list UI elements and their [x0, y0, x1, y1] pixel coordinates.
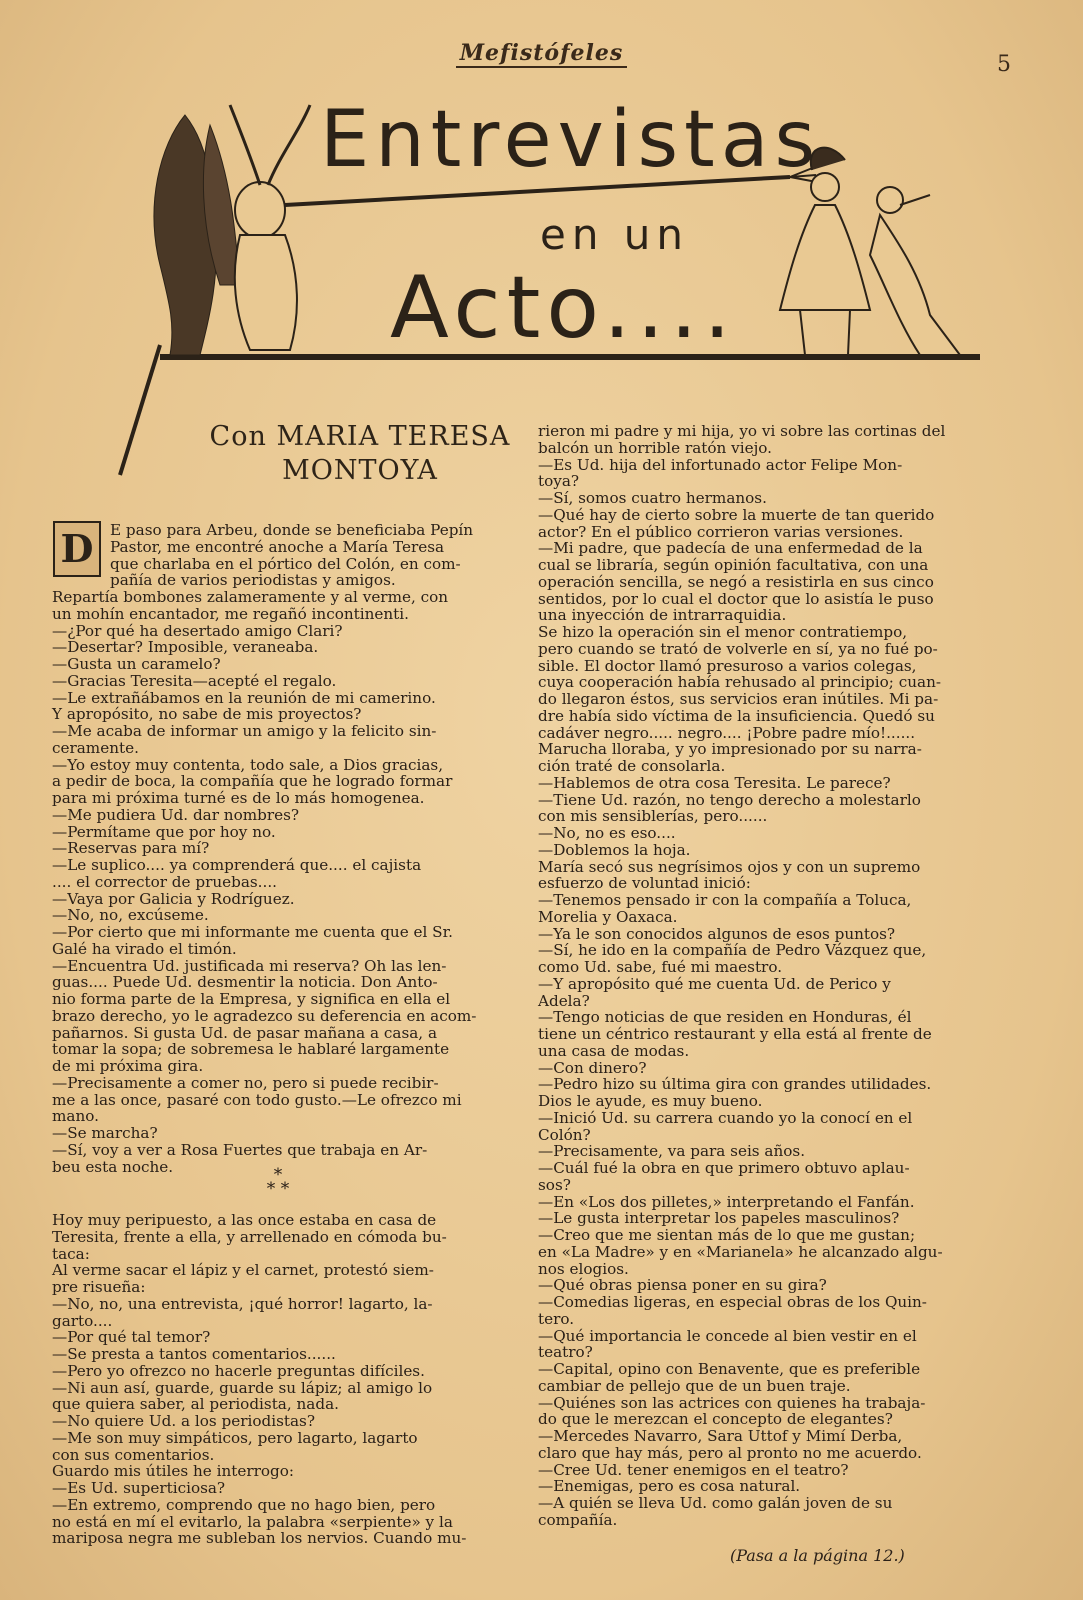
byline-name-line1: MARIA TERESA — [276, 421, 511, 452]
article-right-column: rieron mi padre y mi hija, yo vi sobre las cortinas del balcón un horrible ratón viejo. —Es Ud. hija del infortunado actor Felipe Mon- toya? —Sí, somos cuatro hermanos. —Qué hay de cierto sobre la muerte de tan querido actor? En el público corrieron varias versiones. —Mi padre, que padecía de una enfermedad de la cual se libraría, según opinión facultativa, con una operación sencilla, se negó a resistirla en sus cinco sentidos, por lo cual el doctor que lo asistía le puso una inyección de intrarraquidia. Se hizo la operación sin el menor contratiempo, pero cuando se trató de volverle en sí, ya no fué po- sible. El doctor llamó presuroso a varios colegas, cuya cooperación había rehusado al principio; cuan- do llegaron éstos, sus servicios eran inútiles. Mi pa- dre había sido víctima de la insuficiencia. Quedó su cadáver negro..... negro.... ¡Pobre padre mío!...... Marucha lloraba, y yo impresionado por su narra- ción traté de consolarla. —Hablemos de otra cosa Teresita. Le parece? —Tiene Ud. razón, no tengo derecho a molestarlo con mis sensiblerías, pero...... —No, no es eso.... —Doblemos la hoja. María secó sus negrísimos ojos y con un supremo esfuerzo de voluntad inició: —Tenemos pensado ir con la compañía a Toluca, Morelia y Oaxaca. —Ya le son conocidos algunos de esos puntos? —Sí, he ido en la compañía de Pedro Vázquez que, como Ud. sabe, fué mi maestro. —Y apropósito qué me cuenta Ud. de Perico y Adela? —Tengo noticias de que residen en Honduras, él tiene un céntrico restaurant y ella está al frente de una casa de modas. —Con dinero? —Pedro hizo su última gira con grandes utilidades. Dios le ayude, es muy bueno. —Inició Ud. su carrera cuando yo la conocí en el Colón? —Precisamente, va para seis años. —Cuál fué la obra en que primero obtuvo aplau- sos? —En «Los dos pilletes,» interpretando el Fanfán. —Le gusta interpretar los papeles masculinos? —Creo que me sientan más de lo que me gustan; en «La Madre» y en «Marianela» he alcanzado algu- nos elogios. —Qué obras piensa poner en su gira? —Comedias ligeras, en especial obras de los Quin- tero. —Qué importancia le concede al bien vestir en el teatro? —Capital, opino con Benavente, que es preferible cambiar de pellejo que de un buen traje. —Quiénes son las actrices con quienes ha trabaja- do que le merezcan el concepto de elegantes? —Mercedes Navarro, Sara Uttof y Mimí Derba, claro que hay más, pero al pronto no me acuerdo. —Cree Ud. tener enemigos en el teatro? —Enemigas, pero es cosa natural. —A quién se lleva Ud. como galán joven de su compañía. — [538, 422, 946, 1529]
title-line-2: en un — [540, 210, 690, 259]
article-left-column-b: Hoy muy peripuesto, a las once estaba en casa de Teresita, frente a ella, y arrellenado en cómoda bu- taca: Al verme sacar el lápiz y el carnet, protestó siem- pre risueña: —No, no, una entrevista, ¡qué horror! lagarto, la- garto.... —Por qué tal temor? —Se presta a tantos comentarios...... —Pero yo ofrezco no hacerle preguntas difíciles. —Ni aun así, guarde, guarde su lápiz; al amigo lo que quiera saber, al periodista, nada. —No quiere Ud. a los periodistas? —Me son muy simpáticos, pero lagarto, lagarto con sus comentarios. Guardo mis útiles he interrogo: —Es Ud. superticiosa? —En extremo, comprendo que no hago bien, pero no está en mí el evitarlo, la palabra «serpiente» y la mariposa negra me subleban los nervios. Cuando mu- — [52, 1211, 467, 1548]
article-lead: E paso para Arbeu, donde se beneficiaba Pepín Pastor, me encontré anoche a María Teresa que charlaba en el pórtico del Colón, en com- pañía de varios periodistas y amigos. — [110, 521, 474, 590]
masthead-title: Mefistófeles — [456, 40, 628, 68]
article-left-column: Repartía bombones zalameramente y al verme, con un mohín encantador, me regañó incontinenti. —¿Por qué ha desertado amigo Clari? —Desertar? Imposible, veraneaba. —Gusta un caramelo? —Gracias Teresita—acepté el regalo. —Le extrañábamos en la reunión de mi camerino. Y apropósito, no sabe de mis proyectos? —Me acaba de informar un amigo y la felicito sin- ceramente. —Yo estoy muy contenta, todo sale, a Dios gracias, a pedir de boca, la compañía que he logrado formar para mi próxima turné es de lo más homogenea. —Me pudiera Ud. dar nombres? —Permítame que por hoy no. —Reservas para mí? —Le suplico.... ya comprenderá que.... el cajista .... el corrector de pruebas.... —Vaya por Galicia y Rodríguez. —No, no, excúseme. —Por cierto que mi informante me cuenta que el Sr. Galé ha virado el timón. —Encuentra Ud. justificada mi reserva? Oh las len- guas.... Puede Ud. desmentir la noticia. Don Anto- nio forma parte de la Empresa, y significa en ella el brazo derecho, yo le agradezco su deferencia en acom- pañarnos. Si gusta Ud. de pasar mañana a casa, a tomar la sopa; de sobremesa le hablaré largamente de mi próxima gira. —Precisamente a comer no, pero si puede recibir- me a las once, pasaré con todo gusto.—Le ofrezco mi mano. —Se marcha? —Sí, voy a ver a Rosa Fuertes que trabaja en Ar- beu esta noche. — [52, 588, 477, 1176]
page-number: 5 — [997, 52, 1011, 77]
section-asterism: * * * — [266, 1165, 290, 1199]
byline — [190, 420, 530, 488]
byline-prefix: Con — [209, 421, 267, 452]
byline-name-line2: MONTOYA — [282, 455, 438, 486]
continued-note: (Pasa a la página 12.) — [730, 1546, 905, 1565]
masthead — [0, 40, 1083, 66]
dropcap-letter: D — [60, 526, 94, 571]
title-line-1: Entrevistas — [320, 95, 822, 185]
title-line-3: Acto.... — [390, 258, 737, 358]
dropcap-ornament — [52, 520, 102, 578]
